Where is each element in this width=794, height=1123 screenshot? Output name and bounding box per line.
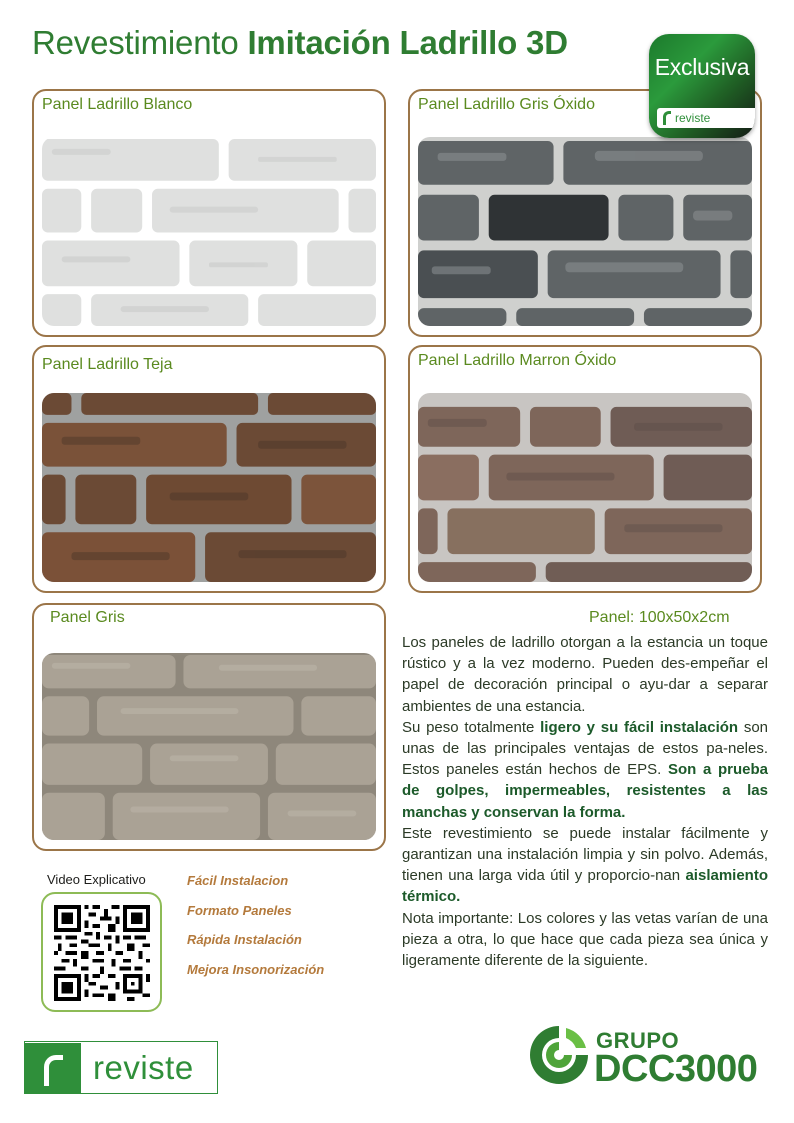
panel-gris — [32, 603, 386, 851]
brick-pattern — [42, 393, 376, 582]
brick-pattern — [418, 393, 752, 582]
panel-label: Panel Ladrillo Gris Óxido — [418, 96, 595, 113]
panel-ladrillo-marron-oxido — [408, 345, 762, 593]
reviste-mark-icon — [25, 1043, 81, 1093]
dcc-swirl-icon — [526, 1022, 592, 1088]
badge-text: Exclusiva — [654, 54, 750, 80]
qr-code-box[interactable] — [41, 892, 162, 1012]
badge-reviste-logo — [657, 108, 755, 128]
grupo-dcc3000-logo — [524, 1018, 774, 1094]
feature-item: Fácil Instalacion — [187, 873, 289, 888]
feature-list — [187, 873, 324, 991]
reviste-logo-icon — [663, 111, 671, 125]
brick-image-gris-oxido — [418, 137, 752, 326]
reviste-logo — [24, 1041, 218, 1094]
qr-code-icon — [53, 905, 151, 1001]
description-paragraph-1: Los paneles de ladrillo otorgan a la estancia un toque rústico y a la vez moderno. Pueden des-empeñar el papel de decoración principal o ayu-dar a separar ambientes de una estancia. — [402, 634, 768, 715]
brick-image-gris — [42, 653, 376, 840]
feature-item: Rápida Instalación — [187, 932, 302, 947]
brick-image-teja — [42, 393, 376, 582]
title-bold: Imitación Ladrillo 3D — [247, 24, 568, 61]
description-paragraph-2: Su peso totalmente ligero y su fácil instalación son unas de las principales ventajas de estos pa-neles. Estos paneles están hechos de EPS. Son a prueba de golpes, impermeables, resistentes a las manchas y conservan la forma. — [402, 718, 768, 821]
panel-dimensions: Panel: 100x50x2cm — [589, 609, 730, 626]
page-title — [32, 24, 568, 62]
reviste-logo-text: reviste — [93, 1048, 194, 1086]
dcc-name-text: DCC3000 — [594, 1048, 758, 1090]
dcc-grupo-text: GRUPO — [596, 1028, 680, 1053]
panel-ladrillo-teja — [32, 345, 386, 593]
panel-ladrillo-blanco — [32, 89, 386, 337]
feature-item: Mejora Insonorización — [187, 961, 325, 977]
feature-item: Formato Paneles — [187, 902, 292, 918]
panel-label: Panel Ladrillo Blanco — [42, 96, 193, 113]
panel-label: Panel Gris — [50, 609, 125, 626]
title-light: Revestimiento — [32, 24, 239, 61]
brick-pattern — [42, 137, 376, 326]
product-description — [402, 632, 768, 971]
brick-pattern — [418, 137, 752, 326]
panel-label: Panel Ladrillo Marron Óxido — [418, 352, 617, 369]
brick-image-blanco — [42, 137, 376, 326]
panel-label: Panel Ladrillo Teja — [42, 356, 173, 373]
brick-image-marron-oxido — [418, 393, 752, 582]
brick-pattern — [42, 653, 376, 840]
video-label: Video Explicativo — [47, 872, 146, 887]
description-paragraph-4: Nota importante: Los colores y las vetas varían de una pieza a otra, lo que hace que cada pieza sea única y ligeramente diferente de la siguiente. — [402, 909, 768, 970]
badge-logo-text: reviste — [675, 111, 711, 125]
description-paragraph-3: Este revestimiento se puede instalar fácilmente y garantizan una instalación limpia y sin polvo. Además, tienen una larga vida útil y proporcio-nan aislamiento térmico. — [402, 824, 768, 906]
exclusiva-badge — [649, 34, 755, 138]
